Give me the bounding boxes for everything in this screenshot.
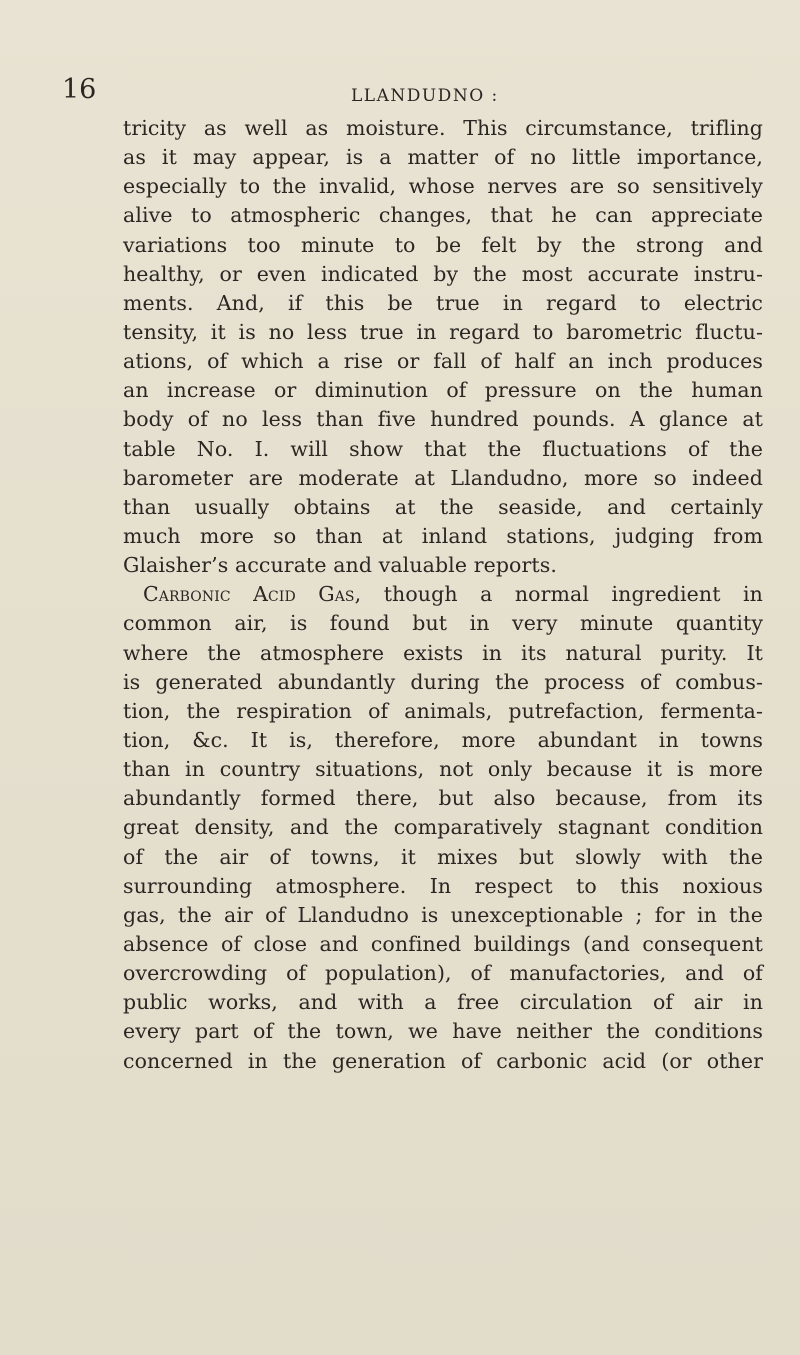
text-line: surrounding atmosphere. In respect to this noxious [123,873,763,898]
text-line: than usually obtains at the seaside, and certainly [123,494,763,519]
text-line: great density, and the comparatively stagnant condition [123,815,763,840]
text-line: tensity, it is no less true in regard to barometric fluctu- [123,319,763,344]
section-heading: Carbonic Acid Gas, [143,582,362,607]
text-line: is generated abundantly during the process of combus- [123,669,763,694]
text-line: every part of the town, we have neither the conditions [123,1019,763,1044]
text-line: where the atmosphere exists in its natural purity. It [123,640,763,665]
text-line: variations too minute to be felt by the strong and [123,232,763,257]
text-line: healthy, or even indicated by the most accurate instru- [123,261,763,286]
paragraph-atmospheric-changes [123,114,763,580]
text-line: tion, &c. It is, therefore, more abundant in towns [123,727,763,752]
text-line: table No. I. will show that the fluctuations of the [123,436,763,461]
text-line: concerned in the generation of carbonic acid (or other [123,1048,763,1073]
text-line: public works, and with a free circulation of air in [123,990,763,1015]
text-line [123,580,763,609]
text-line: Glaisher’s accurate and valuable reports. [123,553,557,578]
text-line: abundantly formed there, but also because, from its [123,786,763,811]
text-line: gas, the air of Llandudno is unexceptionable ; for in the [123,902,763,927]
body-text [123,114,763,1076]
text-line: alive to atmospheric changes, that he can appreciate [123,203,763,228]
page-number: 16 [62,74,97,105]
text-run: though a normal ingredient in [361,582,763,607]
text-line: tion, the respiration of animals, putrefaction, fermenta- [123,698,763,723]
text-line: as it may appear, is a matter of no little importance, [123,145,763,170]
text-line: than in country situations, not only because it is more [123,757,763,782]
text-line: of the air of towns, it mixes but slowly with the [123,844,763,869]
text-line: barometer are moderate at Llandudno, more so indeed [123,465,763,490]
text-line: ations, of which a rise or fall of half an inch produces [123,349,763,374]
text-line: much more so than at inland stations, judging from [123,523,763,548]
text-line: common air, is found but in very minute quantity [123,611,763,636]
text-line: an increase or diminution of pressure on the human [123,378,763,403]
text-line: absence of close and confined buildings (and consequent [123,931,763,956]
running-head: LLANDUDNO : [351,86,499,106]
text-line: tricity as well as moisture. This circumstance, trifling [123,116,763,140]
text-line: overcrowding of population), of manufactories, and of [123,961,763,986]
text-line: body of no less than five hundred pounds. A glance at [123,407,763,432]
paragraph-carbonic-acid-gas [123,580,763,1075]
text-line: especially to the invalid, whose nerves are so sensitively [123,174,763,199]
text-line: ments. And, if this be true in regard to electric [123,290,763,315]
